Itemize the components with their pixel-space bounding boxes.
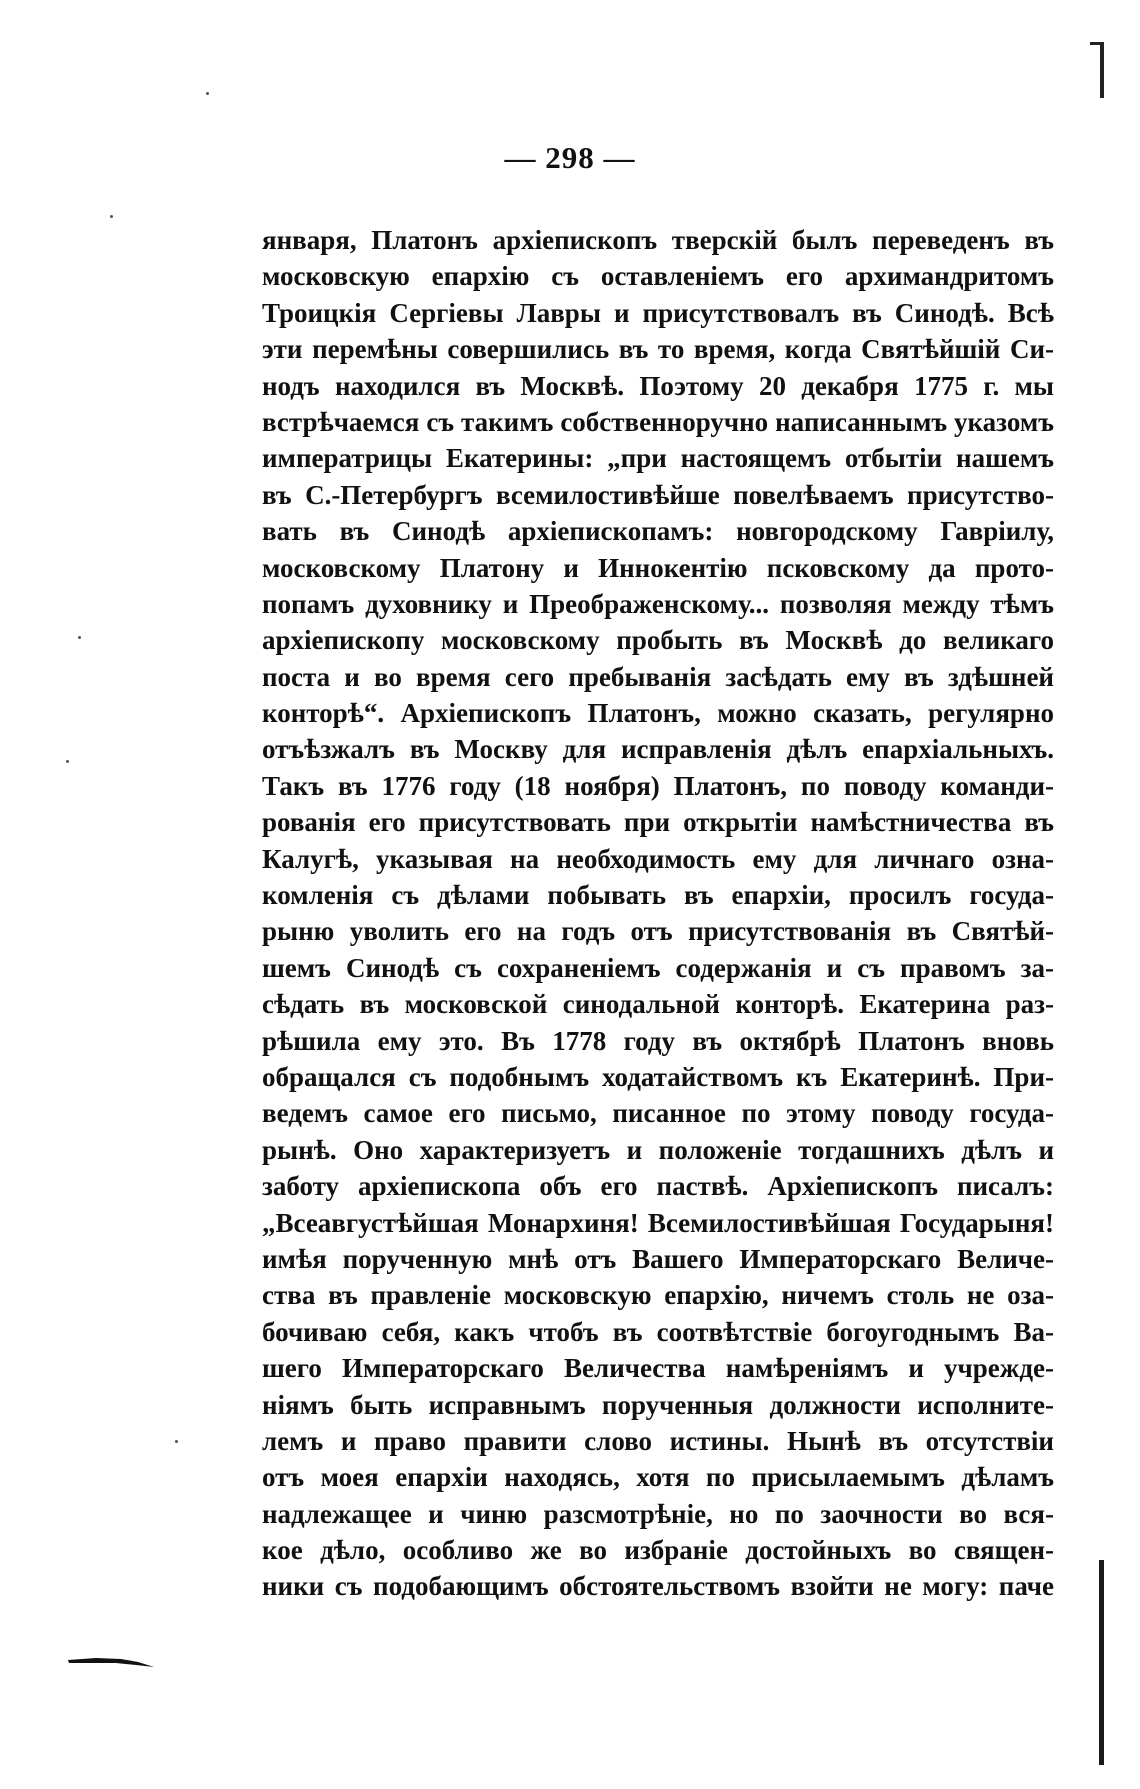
text-line: лемъ и право правити слово истины. Нынѣ въ отсутствіи: [262, 1425, 1054, 1456]
text-line: поста и во время сего пребыванія засѣдать ему въ здѣшней: [262, 661, 1054, 692]
text-line: рынѣ. Оно характеризуетъ и положеніе тогдашнихъ дѣлъ и: [262, 1134, 1054, 1165]
text-line: обращался съ подобнымъ ходатайствомъ къ Екатеринѣ. При-: [262, 1061, 1054, 1092]
text-line: эти перемѣны совершились въ то время, когда Святѣйшій Си-: [262, 334, 1054, 365]
text-line: ства въ правленіе московскую епархію, ничемъ столь не оза-: [262, 1280, 1054, 1311]
text-line: имѣя порученную мнѣ отъ Вашего Императорскаго Величе-: [262, 1243, 1054, 1274]
page-number: — 298 —: [504, 140, 636, 175]
scan-speck: [175, 1440, 178, 1443]
text-line: ніямъ быть исправнымъ порученныя должности исполните-: [262, 1389, 1054, 1420]
text-line: Калугѣ, указывая на необходимость ему для личнаго озна-: [262, 843, 1054, 874]
text-line: московскому Платону и Иннокентію псковскому да прото-: [262, 552, 1054, 583]
text-line: шемъ Синодѣ съ сохраненіемъ содержанія и съ правомъ за-: [262, 952, 1054, 983]
text-line: января, Платонъ архіепископъ тверскій былъ переведенъ въ: [262, 225, 1054, 255]
text-line: попамъ духовнику и Преображенскому... позволяя между тѣмъ: [262, 588, 1054, 619]
text-line: конторѣ“. Архіепископъ Платонъ, можно сказать, регулярно: [262, 698, 1054, 729]
text-line: заботу архіепископа объ его паствѣ. Архіепископъ писалъ:: [262, 1171, 1054, 1202]
text-line: шего Императорскаго Величества намѣреніямъ и учрежде-: [262, 1353, 1054, 1384]
text-line: отъѣзжалъ въ Москву для исправленія дѣлъ епархіальныхъ.: [262, 734, 1054, 765]
scan-edge-mark: [1099, 1560, 1104, 1765]
text-line: надлежащее и чиню разсмотрѣніе, но по заочности во вся-: [262, 1498, 1054, 1529]
text-line: кое дѣло, особливо же во избраніе достойныхъ во священ-: [262, 1535, 1054, 1566]
scan-speck: [66, 760, 69, 763]
scan-speck: [206, 92, 209, 95]
ink-smudge: [66, 1654, 156, 1668]
text-line: нодъ находился въ Москвѣ. Поэтому 20 декабря 1775 г. мы: [262, 370, 1054, 401]
text-line: ведемъ самое его письмо, писанное по этому поводу госуда-: [262, 1098, 1054, 1129]
text-line: императрицы Екатерины: „при настоящемъ отбытіи нашемъ: [262, 443, 1054, 474]
text-line: комленія съ дѣлами побывать въ епархіи, просилъ госуда-: [262, 880, 1054, 911]
text-line: въ С.-Петербургъ всемилостивѣйше повелѣваемъ присутство-: [262, 479, 1054, 510]
text-line: московскую епархію съ оставленіемъ его архимандритомъ: [262, 261, 1054, 292]
text-line: отъ моея епархіи находясь, хотя по присылаемымъ дѣламъ: [262, 1462, 1054, 1493]
text-line: бочиваю себя, какъ чтобъ въ соотвѣтствіе богоугоднымъ Ва-: [262, 1316, 1054, 1347]
scan-speck: [78, 636, 81, 639]
text-line: Такъ въ 1776 году (18 ноября) Платонъ, по поводу команди-: [262, 770, 1054, 801]
text-line: вать въ Синодѣ архіепископамъ: новгородскому Гавріилу,: [262, 516, 1054, 547]
text-line: рѣшила ему это. Въ 1778 году въ октябрѣ Платонъ вновь: [262, 1025, 1054, 1056]
text-line: встрѣчаемся съ такимъ собственноручно написаннымъ указомъ: [262, 406, 1054, 437]
text-line: архіепископу московскому пробыть въ Москвѣ до великаго: [262, 625, 1054, 656]
scan-edge-mark: [1100, 42, 1104, 98]
text-line: рыню уволить его на годъ отъ присутствованія въ Святѣй-: [262, 916, 1054, 947]
text-line: сѣдать въ московской синодальной конторѣ. Екатерина раз-: [262, 989, 1054, 1020]
body-text: [262, 222, 1054, 1605]
text-line: ники съ подобающимъ обстоятельствомъ взойти не могу: паче: [262, 1571, 1054, 1602]
text-line: „Всеавгустѣйшая Монархиня! Всемилостивѣйшая Государыня!: [262, 1207, 1054, 1238]
text-line: рованія его присутствовать при открытіи намѣстничества въ: [262, 807, 1054, 838]
scan-speck: [110, 215, 113, 218]
text-line: Троицкія Сергіевы Лавры и присутствовалъ въ Синодѣ. Всѣ: [262, 297, 1054, 328]
